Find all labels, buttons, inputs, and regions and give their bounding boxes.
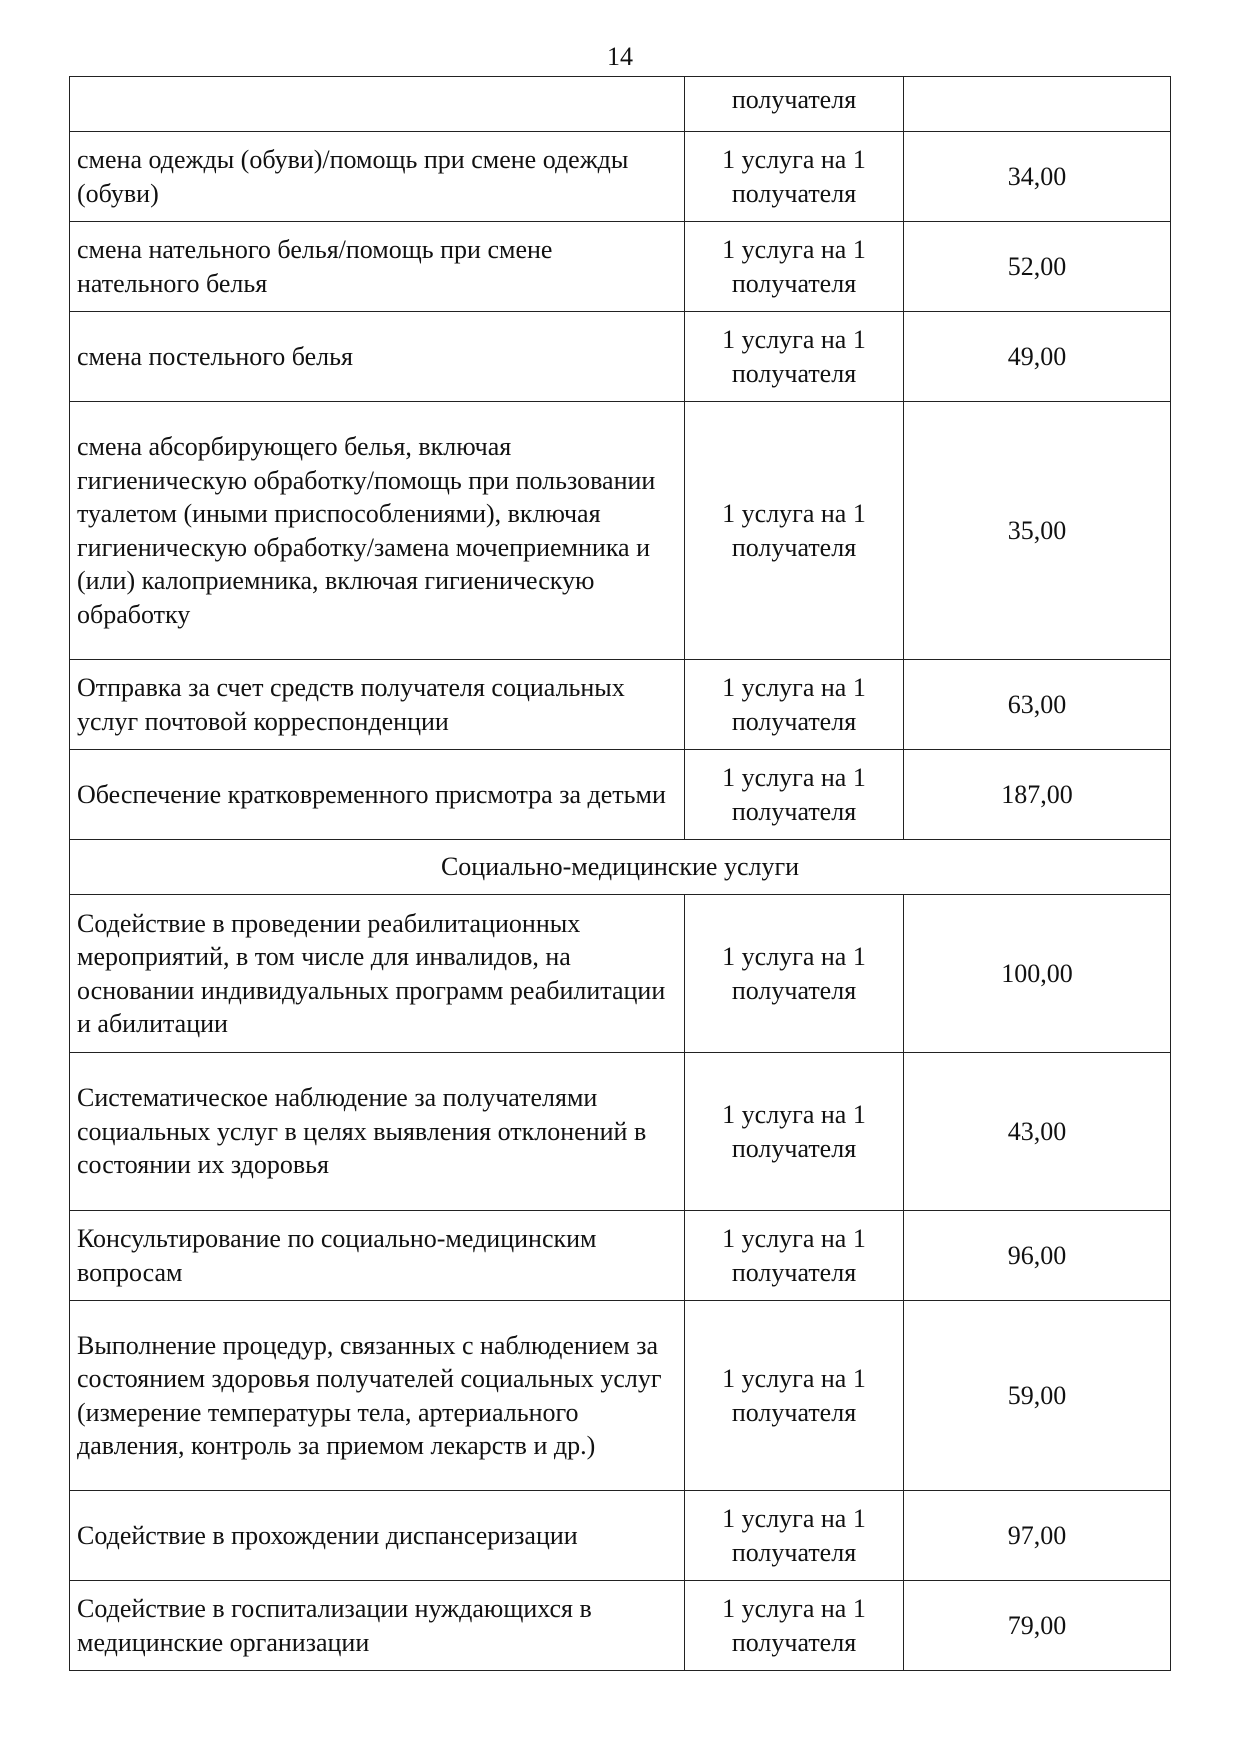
- service-name-cell: Содействие в прохождении диспансеризации: [70, 1491, 685, 1581]
- section-title: Социально-медицинские услуги: [70, 840, 1171, 895]
- section-header-row: [70, 840, 1171, 895]
- service-name-cell: Консультирование по социально-медицинским вопросам: [70, 1211, 685, 1301]
- table-body: [70, 77, 1171, 1671]
- price-cell: 100,00: [904, 895, 1171, 1053]
- price-cell: 49,00: [904, 312, 1171, 402]
- unit-cell: 1 услуга на 1 получателя: [685, 402, 904, 660]
- service-name-cell: смена одежды (обуви)/помощь при смене одежды (обуви): [70, 132, 685, 222]
- table-row: [70, 750, 1171, 840]
- service-name-cell: [70, 77, 685, 132]
- service-name-cell: Обеспечение кратковременного присмотра за детьми: [70, 750, 685, 840]
- unit-cell: 1 услуга на 1 получателя: [685, 1053, 904, 1211]
- unit-cell: 1 услуга на 1 получателя: [685, 222, 904, 312]
- unit-cell: 1 услуга на 1 получателя: [685, 895, 904, 1053]
- price-cell: 79,00: [904, 1581, 1171, 1671]
- service-name-cell: Отправка за счет средств получателя социальных услуг почтовой корреспонденции: [70, 660, 685, 750]
- unit-cell: 1 услуга на 1 получателя: [685, 750, 904, 840]
- table-row: [70, 660, 1171, 750]
- price-cell: 63,00: [904, 660, 1171, 750]
- table-row: [70, 1301, 1171, 1491]
- services-price-table: [69, 76, 1171, 1671]
- unit-cell: 1 услуга на 1 получателя: [685, 1491, 904, 1581]
- unit-cell: 1 услуга на 1 получателя: [685, 312, 904, 402]
- unit-cell: 1 услуга на 1 получателя: [685, 132, 904, 222]
- service-name-cell: смена нательного белья/помощь при смене нательного белья: [70, 222, 685, 312]
- price-cell: 97,00: [904, 1491, 1171, 1581]
- price-cell: 96,00: [904, 1211, 1171, 1301]
- table-row: [70, 312, 1171, 402]
- unit-cell: получателя: [685, 77, 904, 132]
- service-name-cell: Выполнение процедур, связанных с наблюдением за состоянием здоровья получателей социальных услуг (измерение температуры тела, артериального давления, контроль за приемом лекарств и др.): [70, 1301, 685, 1491]
- table-row: [70, 222, 1171, 312]
- unit-cell: 1 услуга на 1 получателя: [685, 1211, 904, 1301]
- table-row: [70, 1581, 1171, 1671]
- price-cell: 34,00: [904, 132, 1171, 222]
- table-row: [70, 1211, 1171, 1301]
- price-cell: 43,00: [904, 1053, 1171, 1211]
- table-row: [70, 402, 1171, 660]
- price-cell: 35,00: [904, 402, 1171, 660]
- service-name-cell: Систематическое наблюдение за получателями социальных услуг в целях выявления отклонений в состоянии их здоровья: [70, 1053, 685, 1211]
- service-name-cell: Содействие в госпитализации нуждающихся в медицинские организации: [70, 1581, 685, 1671]
- service-name-cell: смена абсорбирующего белья, включая гигиеническую обработку/помощь при пользовании туалетом (иными приспособлениями), включая гигиеническую обработку/замена мочеприемника и (или) калоприемника, включая гигиеническую обработку: [70, 402, 685, 660]
- table-row: [70, 1491, 1171, 1581]
- price-cell: 52,00: [904, 222, 1171, 312]
- unit-cell: 1 услуга на 1 получателя: [685, 1301, 904, 1491]
- table-row: [70, 77, 1171, 132]
- table-row: [70, 1053, 1171, 1211]
- service-name-cell: смена постельного белья: [70, 312, 685, 402]
- table-row: [70, 895, 1171, 1053]
- page-number: 14: [607, 42, 633, 71]
- price-cell: [904, 77, 1171, 132]
- table-row: [70, 132, 1171, 222]
- price-cell: 59,00: [904, 1301, 1171, 1491]
- price-cell: 187,00: [904, 750, 1171, 840]
- unit-cell: 1 услуга на 1 получателя: [685, 660, 904, 750]
- unit-cell: 1 услуга на 1 получателя: [685, 1581, 904, 1671]
- service-name-cell: Содействие в проведении реабилитационных мероприятий, в том числе для инвалидов, на основании индивидуальных программ реабилитации и абилитации: [70, 895, 685, 1053]
